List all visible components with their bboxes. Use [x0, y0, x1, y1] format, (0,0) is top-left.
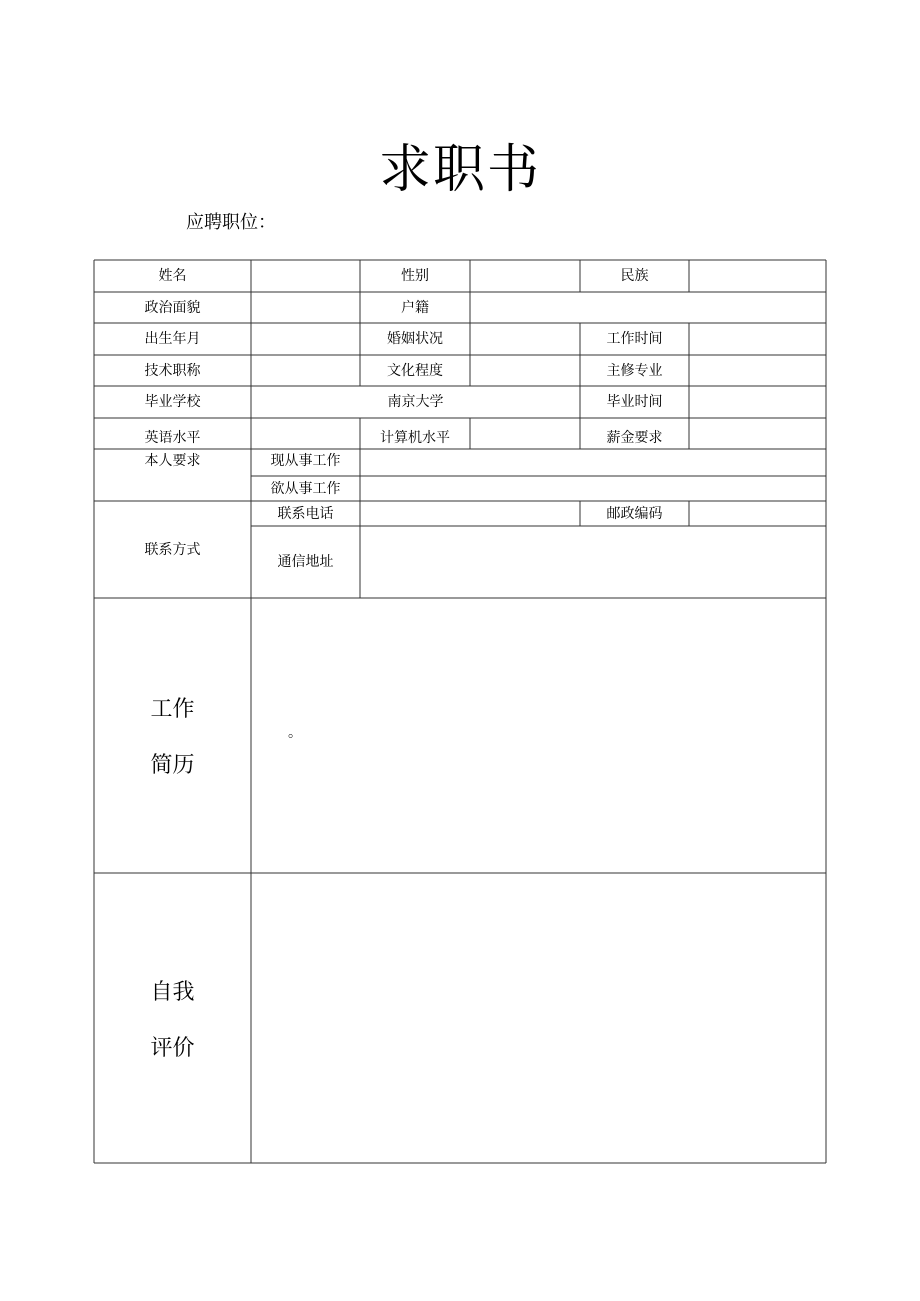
- label-computer-level: 计算机水平: [380, 430, 450, 446]
- label-technical-title: 技术职称: [144, 362, 201, 379]
- label-gender: 性别: [401, 268, 429, 284]
- label-name: 姓名: [158, 268, 187, 284]
- self-evaluation-label-line1: 自我: [150, 980, 195, 1005]
- label-major: 主修专业: [606, 362, 663, 379]
- label-desired-work: 欲从事工作: [270, 480, 341, 497]
- label-graduate-school: 毕业学校: [144, 394, 201, 410]
- page-title: 求职书: [378, 140, 541, 200]
- applied-position-label: 应聘职位：: [186, 212, 276, 233]
- work-history-label-line1: 工作: [150, 697, 195, 722]
- label-contact: 联系方式: [144, 541, 201, 558]
- label-mailing-address: 通信地址: [277, 554, 334, 570]
- self-evaluation-label-line2: 评价: [150, 1036, 195, 1061]
- label-graduation-date: 毕业时间: [606, 394, 663, 410]
- label-work-start: 工作时间: [606, 331, 663, 347]
- label-political-status: 政治面貌: [144, 299, 201, 316]
- label-household-registration: 户籍: [401, 299, 429, 316]
- label-marital-status: 婚姻状况: [387, 331, 443, 347]
- work-history-content: 。: [288, 725, 302, 741]
- label-personal-requirements: 本人要求: [144, 453, 201, 469]
- work-history-label-line2: 简历: [150, 753, 195, 778]
- label-education-level: 文化程度: [387, 362, 443, 379]
- label-phone: 联系电话: [277, 505, 334, 522]
- label-ethnicity: 民族: [620, 268, 649, 284]
- label-salary-requirement: 薪金要求: [606, 430, 663, 446]
- label-english-level: 英语水平: [144, 430, 201, 446]
- label-birth-date: 出生年月: [144, 331, 201, 347]
- label-postal-code: 邮政编码: [606, 505, 663, 522]
- label-current-work: 现从事工作: [270, 453, 341, 469]
- graduate-school-value: 南京大学: [387, 394, 444, 410]
